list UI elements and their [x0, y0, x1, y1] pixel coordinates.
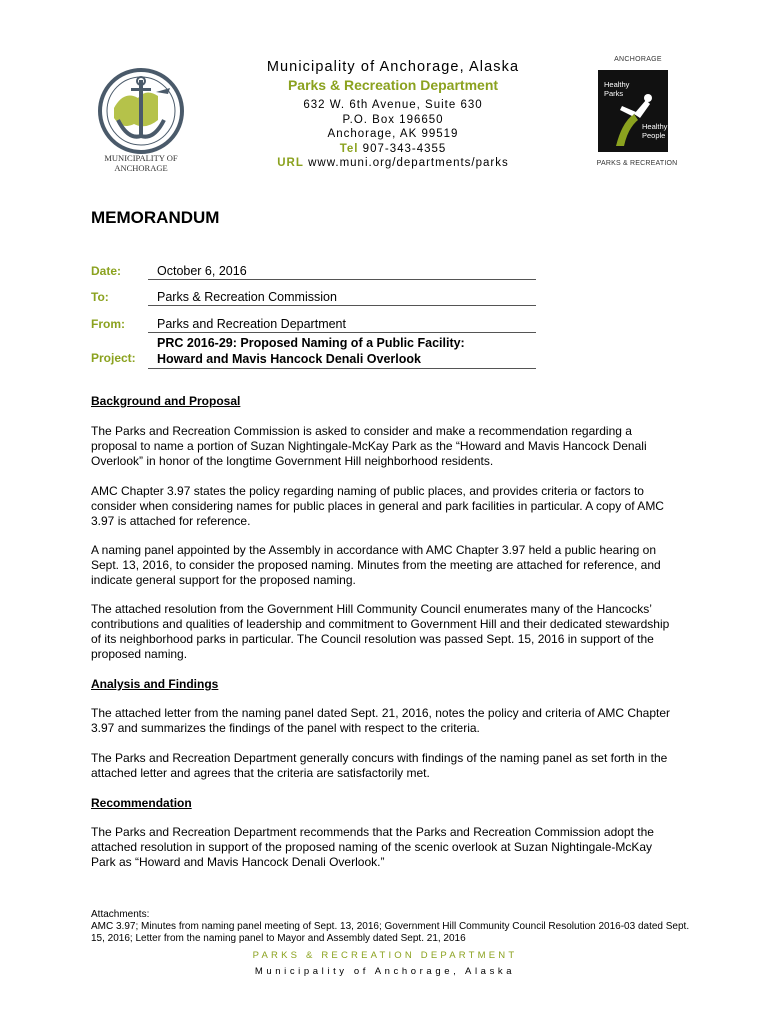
healthy-parks-logo: Healthy Parks Healthy People — [598, 70, 668, 152]
logo-top-text: ANCHORAGE — [614, 56, 662, 63]
date-value: October 6, 2016 — [157, 264, 247, 278]
attachments-list: AMC 3.97; Minutes from naming panel meeting of Sept. 13, 2016; Government Hill Community Council Resolution 2016-03 dated Sept. 15, 2016; Letter from the naming panel to Mayor and Assembly dated Sept. 21, 2016 — [91, 921, 690, 944]
background-heading: Background and Proposal — [91, 394, 241, 408]
anchor-seal-icon — [98, 68, 184, 154]
divider — [148, 332, 536, 333]
analysis-heading: Analysis and Findings — [91, 677, 219, 691]
telephone: Tel 907-343-4355 — [339, 142, 447, 155]
paragraph-concurrence: The Parks and Recreation Department generally concurs with findings of the naming panel as set forth in the attached letter and agrees that the criteria are satisfactorily met. — [91, 751, 668, 780]
from-label: From: — [91, 317, 125, 331]
memo-title: MEMORANDUM — [91, 208, 220, 227]
paragraph-council-resolution: The attached resolution from the Government Hill Community Council enumerates many of the Hancocks’ contributions and qualities of leadership and commitment to Government Hill and their dedicated stewardship of its neighborhood parks in particular. The Council resolution was passed Sept. 15, 2016 in support of the proposed naming. — [91, 602, 670, 661]
recommendation-heading: Recommendation — [91, 796, 192, 810]
to-label: To: — [91, 290, 109, 304]
paragraph-background: The Parks and Recreation Commission is asked to consider and make a recommendation regarding a proposal to name a portion of Suzan Nightingale-McKay Park as the “Howard and Mavis Hancock Denali Overlook” in honor of the longtime Government Hill neighborhood residents. — [91, 424, 647, 468]
divider — [148, 368, 536, 369]
paragraph-amc-policy: AMC Chapter 3.97 states the policy regarding naming of public places, and provides criteria or factors to consider when considering names for public places in general and park facilities in particular. A copy of AMC 3.97 is attached for reference. — [91, 484, 664, 528]
letterhead-address — [238, 58, 548, 171]
project-value: PRC 2016-29: Proposed Naming of a Public Facility: Howard and Mavis Hancock Denali Overlook — [157, 336, 465, 366]
date-label: Date: — [91, 264, 122, 278]
to-value: Parks & Recreation Commission — [157, 290, 337, 304]
address-line-3: Anchorage, AK 99519 — [327, 128, 459, 140]
paragraph-recommendation: The Parks and Recreation Department recommends that the Parks and Recreation Commission adopt the attached resolution in support of the proposed naming of the scenic overlook at Suzan Nightingale-McKay Park as “Howard and Mavis Hancock Denali Overlook.” — [91, 825, 654, 869]
municipality-seal — [98, 68, 184, 154]
footer-municipality: Municipality of Anchorage, Alaska — [254, 966, 516, 977]
paragraph-naming-panel: A naming panel appointed by the Assembly in accordance with AMC Chapter 3.97 held a public hearing on Sept. 13, 2016, to consider the proposed naming. Minutes from the meeting are attached for reference, and indicate general support for the proposed naming. — [91, 543, 661, 587]
municipality-name: Municipality of Anchorage, Alaska — [266, 59, 520, 75]
seal-caption: MUNICIPALITY OF ANCHORAGE — [104, 153, 178, 173]
from-value: Parks and Recreation Department — [157, 317, 346, 331]
department-name: Parks & Recreation Department — [287, 77, 499, 93]
attachments-label: Attachments: — [91, 909, 150, 920]
divider — [148, 305, 536, 306]
address-line-1: 632 W. 6th Avenue, Suite 630 — [303, 99, 483, 111]
divider — [148, 279, 536, 280]
attachments — [91, 909, 691, 945]
project-label: Project: — [91, 351, 136, 365]
logo-bottom-text: PARKS & RECREATION — [596, 160, 678, 167]
website: URL www.muni.org/departments/parks — [277, 157, 509, 169]
address-line-2: P.O. Box 196650 — [342, 113, 444, 126]
footer-department: PARKS & RECREATION DEPARTMENT — [252, 950, 518, 961]
paragraph-letter: The attached letter from the naming panel dated Sept. 21, 2016, notes the policy and criteria of AMC Chapter 3.97 and summarizes the findings of the panel with respect to the criteria. — [91, 706, 671, 735]
